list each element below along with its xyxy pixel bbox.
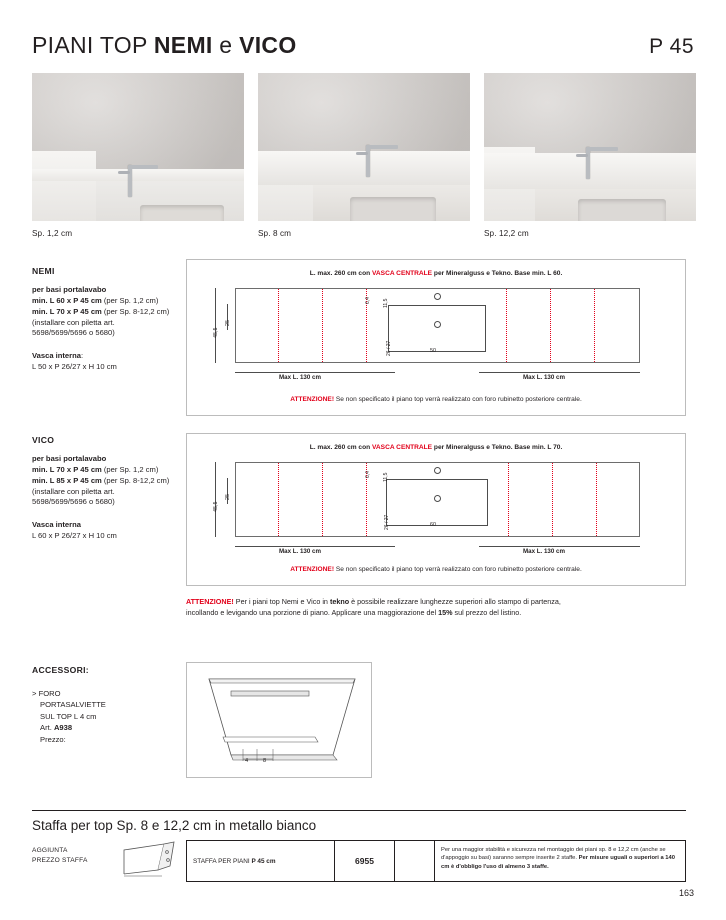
nemi-guide-5 <box>550 289 551 362</box>
tap-column <box>128 165 132 197</box>
nemi-vasca-colon: : <box>80 351 84 361</box>
spec-vico-vasca <box>32 520 182 542</box>
accessories-art-label: Art. <box>40 723 54 733</box>
vico-dim-25-line <box>227 478 228 504</box>
vico-title-pre: L. max. 260 cm con <box>309 444 372 451</box>
attention-label: ATTENZIONE! <box>186 597 234 606</box>
photo-sp-122 <box>484 73 696 221</box>
spec-nemi-heading: NEMI <box>32 266 55 276</box>
accessories-price-label: Prezzo: <box>40 734 66 744</box>
vico-dim-115: 11,5 <box>383 472 389 482</box>
photo-caption: Sp. 1,2 cm <box>32 229 73 238</box>
vico-line5: 5698/5699/5696 o 5680) <box>32 497 115 507</box>
vico-line4: (installare con piletta art. <box>32 486 115 496</box>
aggiunta-line1: AGGIUNTA <box>32 847 68 854</box>
nemi-dim-right-line <box>479 372 640 373</box>
vico-line3-tail: (per Sp. 8-12,2 cm) <box>101 475 170 485</box>
vico-slab <box>235 462 640 537</box>
vico-dim-25: 25 <box>225 494 231 500</box>
basin <box>578 199 666 221</box>
basin <box>350 197 436 221</box>
photo-sp-12 <box>32 73 244 221</box>
nemi-max-left: Max L. 130 cm <box>279 374 321 381</box>
nemi-title-red: VASCA CENTRALE <box>372 270 433 277</box>
vico-title-post: per Mineralguss e Tekno. Base min. L 70. <box>432 444 563 451</box>
page-title-vico: VICO <box>239 32 297 58</box>
vico-vasca-value: L 60 x P 26/27 x H 10 cm <box>32 530 117 540</box>
vico-diagram-title <box>187 444 685 451</box>
nemi-title-post: per Mineralguss e Tekno. Base min. L 60. <box>432 270 563 277</box>
staffa-note-t1: Per una maggior stabilità e sicurezza nel montaggio dei piani sp. 8 e 12,2 cm (anche se d'appoggio su basi) saranno sempre inserite 2 staffe. <box>441 847 666 862</box>
vico-line1: per basi portalavabo <box>32 454 107 464</box>
page-title-nemi: NEMI <box>153 32 213 58</box>
nemi-line3: min. L 70 x P 45 cm <box>32 306 102 316</box>
countertop <box>484 153 696 189</box>
staffa-row-bold: P 45 cm <box>251 857 276 865</box>
nemi-guide-2 <box>322 289 323 362</box>
aggiunta-label <box>32 846 112 865</box>
page-title <box>32 32 297 59</box>
staffa-note <box>441 846 679 871</box>
attention-t3: incollando e levigando una porzione di piano. Applicare una maggiorazione del <box>186 607 439 617</box>
photo-block-1 <box>32 73 244 238</box>
nemi-dim-left-line <box>235 372 395 373</box>
bracket-icon <box>118 840 178 887</box>
vico-line3: min. L 85 x P 45 cm <box>32 475 102 485</box>
accessory-drawing <box>187 663 373 779</box>
tap-spout <box>366 145 398 149</box>
vico-basin-outline <box>386 479 488 526</box>
vico-tap-hole <box>434 467 441 474</box>
nemi-dim-depth-inner: 26 / 27 <box>386 340 392 356</box>
nemi-warning <box>187 396 685 403</box>
accessories-marker: > <box>32 689 37 698</box>
photo-caption: Sp. 12,2 cm <box>484 229 529 238</box>
vico-warning-label: ATTENZIONE! <box>290 566 335 573</box>
spec-vico <box>32 434 182 549</box>
countertop <box>258 151 470 185</box>
staffa-row-label <box>187 841 335 881</box>
accessory-dim-4: 4 <box>245 758 249 764</box>
accessories-art <box>40 722 72 733</box>
nemi-guide-1 <box>278 289 279 362</box>
nemi-line3-tail: (per Sp. 8-12,2 cm) <box>101 306 170 316</box>
staffa-table <box>186 840 686 882</box>
tap-handle <box>118 171 130 174</box>
nemi-dim-64: 6,4 <box>365 297 371 304</box>
nemi-basin-outline <box>388 305 486 352</box>
nemi-guide-4 <box>506 289 507 362</box>
photo-block-3 <box>484 73 696 238</box>
vico-dim-depth-line <box>215 462 216 537</box>
nemi-title-pre: L. max. 260 cm con <box>309 270 372 277</box>
vico-dim-depth-inner: 26 / 27 <box>384 514 390 530</box>
tap-spout <box>586 147 618 151</box>
nemi-vasca-label: Vasca interna <box>32 351 81 361</box>
accessories-art-code: A938 <box>53 723 73 733</box>
vico-guide-5 <box>552 463 553 536</box>
diagram-panel-vico <box>186 433 686 586</box>
vico-dim-depth: 45,5 <box>213 501 219 512</box>
vico-warning-text: Se non specificato il piano top verrà realizzato con foro rubinetto posteriore centrale. <box>334 566 582 573</box>
vico-dim-right-line <box>479 546 640 547</box>
photo-row <box>32 73 696 238</box>
page-title-mid: e <box>212 32 240 58</box>
attention-t1: Per i piani top Nemi e Vico in <box>233 597 330 606</box>
nemi-line5: 5698/5699/5696 o 5680) <box>32 328 115 338</box>
accessories-line2: PORTASALVIETTE <box>40 700 106 710</box>
section-divider <box>32 810 686 811</box>
staffa-code-cell: 6955 <box>335 841 395 881</box>
nemi-dim-25: 25 <box>225 320 231 326</box>
nemi-dim-width: 50 <box>430 348 436 354</box>
cabinet-side <box>32 151 96 221</box>
vico-max-right: Max L. 130 cm <box>523 548 565 555</box>
nemi-diagram-title <box>187 270 685 277</box>
tap-spout <box>128 165 158 169</box>
vico-drain-hole <box>434 495 441 502</box>
basin <box>140 205 224 221</box>
aggiunta-line2: PREZZO STAFFA <box>32 856 88 864</box>
accessories-title: ACCESSORI: <box>32 665 89 675</box>
nemi-warning-label: ATTENZIONE! <box>290 396 335 403</box>
nemi-warning-text: Se non specificato il piano top verrà realizzato con foro rubinetto posteriore centrale. <box>334 396 582 403</box>
spec-vico-heading: VICO <box>32 435 55 445</box>
staffa-price-cell <box>395 841 435 881</box>
tap-column <box>366 145 370 177</box>
staffa-title: Staffa per top Sp. 8 e 12,2 cm in metallo bianco <box>32 818 317 833</box>
accessory-diagram-panel <box>186 662 372 778</box>
photo-block-2 <box>258 73 470 238</box>
vico-line2: min. L 70 x P 45 cm <box>32 464 102 474</box>
nemi-line2-tail: (per Sp. 1,2 cm) <box>101 295 159 305</box>
vico-guide-6 <box>596 463 597 536</box>
vico-guide-2 <box>322 463 323 536</box>
tap-handle <box>576 154 588 157</box>
page-number: 163 <box>678 888 694 898</box>
spec-vico-body <box>32 454 182 508</box>
nemi-line2: min. L 60 x P 45 cm <box>32 295 102 305</box>
vico-line2-tail: (per Sp. 1,2 cm) <box>101 464 159 474</box>
spec-nemi-vasca <box>32 351 182 373</box>
photo-caption: Sp. 8 cm <box>258 229 292 238</box>
diagram-panel-nemi <box>186 259 686 416</box>
vico-title-red: VASCA CENTRALE <box>372 444 433 451</box>
nemi-drain-hole <box>434 321 441 328</box>
nemi-dim-115: 11,5 <box>383 298 389 308</box>
accessories-item <box>32 688 172 745</box>
staffa-row-label-text <box>193 858 276 865</box>
nemi-max-right: Max L. 130 cm <box>523 374 565 381</box>
page-header <box>32 32 694 59</box>
accessories-line3: SUL TOP L 4 cm <box>40 711 97 721</box>
nemi-tap-hole <box>434 293 441 300</box>
photo-sp-8 <box>258 73 470 221</box>
nemi-dim-25-line <box>227 304 228 330</box>
nemi-guide-6 <box>594 289 595 362</box>
vico-max-left: Max L. 130 cm <box>279 548 321 555</box>
spec-nemi-body <box>32 285 182 339</box>
accessories-line1: FORO <box>38 689 61 698</box>
vico-warning <box>187 566 685 573</box>
staffa-note-cell <box>435 841 685 881</box>
attention-t2: è possibile realizzare lunghezze superiori allo stampo di partenza, <box>349 597 561 606</box>
tap-handle <box>356 152 368 155</box>
nemi-dim-depth: 45,5 <box>213 327 219 338</box>
nemi-line4: (installare con piletta art. <box>32 317 115 327</box>
vico-dim-width: 60 <box>430 522 436 528</box>
vico-dim-64: 6,4 <box>365 471 371 478</box>
attention-tekno: tekno <box>329 597 350 606</box>
nemi-vasca-value: L 50 x P 26/27 x H 10 cm <box>32 361 117 371</box>
attention-percent: 15% <box>438 607 453 617</box>
accessory-dim-8: 8 <box>263 758 267 764</box>
page-title-pre: PIANI TOP <box>32 32 154 58</box>
staffa-row-pre: STAFFA PER PIANI <box>193 857 252 865</box>
nemi-dim-depth-line <box>215 288 216 363</box>
attention-t4: sul prezzo del listino. <box>452 607 522 617</box>
vico-dim-left-line <box>235 546 395 547</box>
spec-nemi <box>32 265 182 380</box>
staffa-note-bold: Per misure uguali o superiori a 140 cm è d'obbligo l'uso di almeno 3 staffe. <box>441 855 675 870</box>
tap-column <box>586 147 590 179</box>
nemi-slab <box>235 288 640 363</box>
page-code: P 45 <box>649 35 694 58</box>
vico-guide-1 <box>278 463 279 536</box>
vico-guide-4 <box>508 463 509 536</box>
attention-note <box>186 597 686 619</box>
nemi-line1: per basi portalavabo <box>32 285 107 295</box>
vico-vasca-label: Vasca interna <box>32 520 81 530</box>
countertop <box>32 169 244 181</box>
